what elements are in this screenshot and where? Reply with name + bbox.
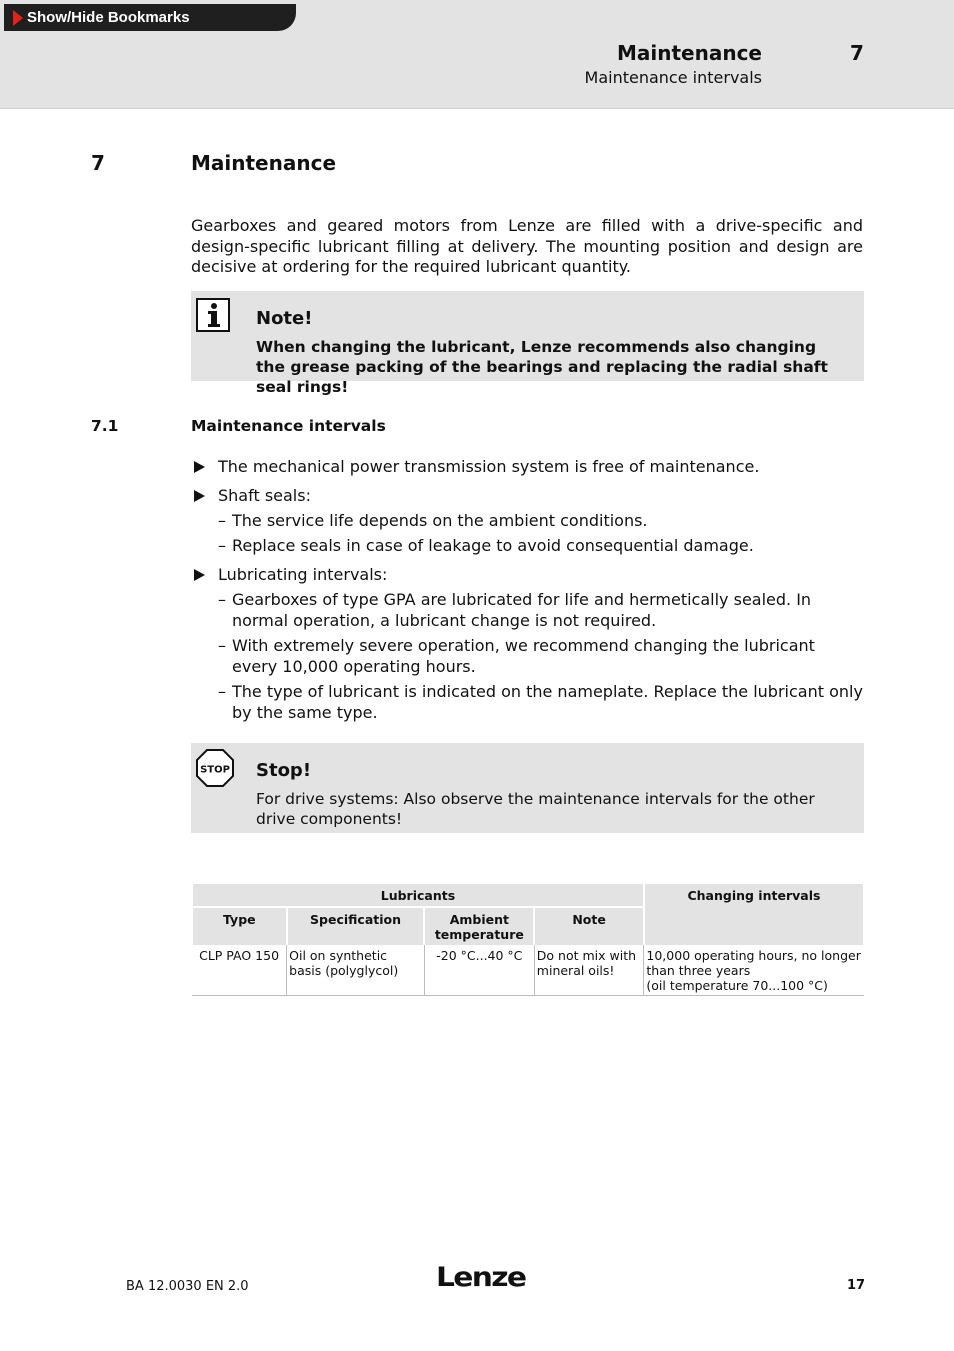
bullet-text: Lubricating intervals:: [218, 565, 388, 584]
sub-list: [218, 510, 863, 556]
sub-list-item: – The service life depends on the ambient conditions.: [218, 511, 648, 530]
bullet-triangle-icon: [194, 490, 205, 502]
list-item: [191, 564, 863, 723]
sub-list-item: – Gearboxes of type GPA are lubricated for life and hermetically sealed. In normal operation, a lubricant change is not required.: [218, 590, 812, 630]
header-chapter-title: Maintenance: [616, 41, 762, 65]
bookmark-arrow-icon: [13, 10, 23, 26]
bookmarks-label: Show/Hide Bookmarks: [27, 9, 190, 26]
column-header-specification: Specification: [287, 907, 425, 945]
stop-title: Stop!: [256, 760, 312, 781]
sub-item-text: The type of lubricant is indicated on the nameplate. Replace the lubricant only by the same type.: [232, 682, 863, 722]
bullet-text: Shaft seals:: [218, 486, 311, 505]
header-chapter-number: 7: [850, 41, 864, 65]
maintenance-bullet-list: [191, 456, 863, 731]
cell-note: Do not mix with mineral oils!: [534, 945, 644, 996]
stop-callout: [191, 743, 864, 833]
bullet-text: The mechanical power transmission system is free of maintenance.: [218, 457, 760, 476]
note-callout: [191, 291, 864, 396]
note-body: When changing the lubricant, Lenze recommends also changing the grease packing of the bearings and replacing the radial shaft seal rings!: [256, 338, 828, 396]
bullet-triangle-icon: [194, 569, 205, 581]
sub-list-item: – The type of lubricant is indicated on the nameplate. Replace the lubricant only by the same type.: [218, 682, 863, 722]
column-header-type: Type: [192, 907, 287, 945]
chapter-number: 7: [91, 151, 105, 175]
header-section-title: Maintenance intervals: [584, 68, 762, 87]
document-code: BA 12.0030 EN 2.0: [126, 1279, 249, 1294]
column-header-temperature: Ambient temperature: [424, 907, 534, 945]
stop-icon: [196, 749, 234, 787]
cell-type: CLP PAO 150: [192, 945, 287, 996]
section-title: Maintenance intervals: [191, 417, 386, 435]
show-hide-bookmarks-button[interactable]: [4, 4, 296, 31]
lenze-logo: Lenze: [436, 1262, 526, 1293]
sub-list-item: – Replace seals in case of leakage to avoid consequential damage.: [218, 536, 754, 555]
lubricants-table: [191, 882, 865, 996]
note-title: Note!: [256, 308, 313, 329]
changing-intervals-header: Changing intervals: [644, 883, 864, 945]
cell-interval: 10,000 operating hours, no longer than three years (oil temperature 70...100 °C): [644, 945, 864, 996]
table-row: [192, 945, 864, 996]
sub-list-item: – With extremely severe operation, we recommend changing the lubricant every 10,000 operating hours.: [218, 636, 815, 676]
stop-icon-text: STOP: [200, 764, 230, 776]
sub-item-text: The service life depends on the ambient conditions.: [232, 511, 648, 530]
stop-body: For drive systems: Also observe the maintenance intervals for the other drive components!: [256, 790, 815, 828]
chapter-title: Maintenance: [191, 151, 337, 175]
list-item: [191, 456, 863, 477]
info-icon: [196, 298, 230, 332]
sub-list: [218, 589, 863, 723]
list-item: [191, 485, 863, 556]
cell-temperature: -20 °C...40 °C: [424, 945, 534, 996]
bullet-triangle-icon: [194, 461, 205, 473]
lubricants-group-header: Lubricants: [192, 883, 644, 907]
intro-paragraph: Gearboxes and geared motors from Lenze are filled with a drive-specific and design-specific lubricant filling at delivery. The mounting position and design are decisive at ordering for the required lubricant quantity.: [191, 216, 863, 276]
cell-specification: Oil on synthetic basis (polyglycol): [287, 945, 425, 996]
sub-item-text: With extremely severe operation, we recommend changing the lubricant every 10,000 operating hours.: [232, 636, 815, 676]
sub-item-text: Gearboxes of type GPA are lubricated for life and hermetically sealed. In normal operation, a lubricant change is not required.: [232, 590, 812, 630]
column-header-note: Note: [534, 907, 644, 945]
page-header: [0, 0, 954, 109]
page-number: 17: [847, 1278, 866, 1293]
section-number: 7.1: [91, 417, 119, 435]
sub-item-text: Replace seals in case of leakage to avoid consequential damage.: [232, 536, 754, 555]
